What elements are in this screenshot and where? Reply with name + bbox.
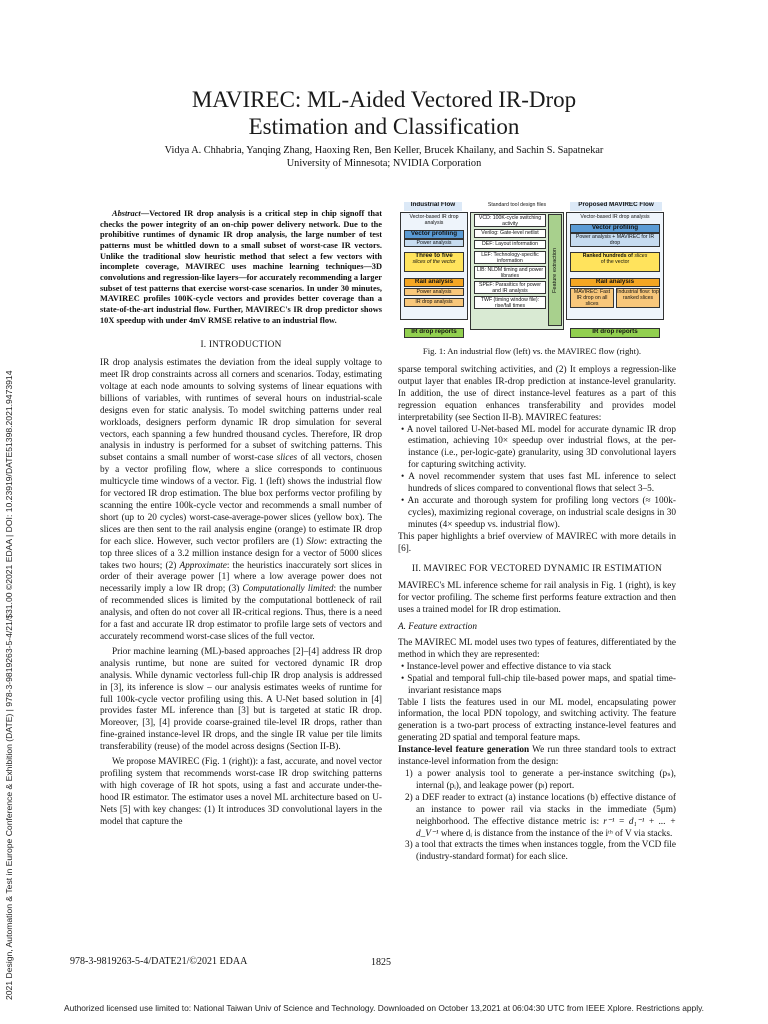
- right-paragraph-1: sparse temporal switching activities, and (2) It employs a regression-like output layer that enables IR-drop prediction at instance-level granularity. In addition, the use of direct instance-level features as a part of this regression equation enhances transferability and provides model interpretability (see Section II-B). MAVIREC features:: [398, 365, 676, 423]
- file-lib: LIB: NLDM timing and power libraries: [474, 266, 546, 279]
- section-2-paragraph: MAVIREC's ML inference scheme for rail analysis in Fig. 1 (right), is key for vector profiling. The scheme first performs feature extraction and then uses a trained model for IR drop estimation.: [398, 581, 676, 616]
- figure-1-caption: Fig. 1: An industrial flow (left) vs. the MAVIREC flow (right).: [422, 346, 642, 356]
- industrial-slices-box: Three to five slices of the vector: [404, 252, 464, 272]
- industrial-ir-drop-analysis: IR drop analysis: [404, 298, 464, 307]
- mavirec-industrial-flow: Industrial flow: top ranked slices: [616, 288, 660, 308]
- feature-bullet-3: • An accurate and thorough system for profiling long vectors (≈ 100k-cycles), maximizing regional coverage, on industrial scale designs in 30 minutes (4× speedup vs. industrial flow).: [401, 495, 676, 530]
- file-lef: LEF: Technology-specific information: [474, 251, 546, 264]
- file-twf: TWF (timing window file): rise/fall times: [474, 296, 546, 309]
- mavirec-vector-profiling: Vector profiling: [570, 224, 660, 233]
- mavirec-ir-drop-reports: IR drop reports: [570, 328, 660, 338]
- industrial-vector-profiling: Vector profiling: [404, 230, 464, 239]
- industrial-flow-header: Industrial Flow: [404, 202, 462, 211]
- figure-1: [398, 202, 666, 342]
- affiliation: University of Minnesota; NVIDIA Corporation: [286, 158, 482, 169]
- authors: Vidya A. Chhabria, Yanqing Zhang, Haoxing Ren, Ben Keller, Brucek Khailany, and Sachin S. Sapatnekar: [164, 145, 604, 156]
- file-def: DEF: Layout information: [474, 240, 546, 249]
- mavirec-flow-header: Proposed MAVIREC Flow: [570, 202, 662, 211]
- feature-bullet-1: • A novel tailored U-Net-based ML model for accurate dynamic IR drop estimation, achieving 10× speedup over industrial flows, at the per-instance (i.e., per-logic-gate) granularity, using 3D convolutional layers for capturing switching activity.: [401, 424, 676, 471]
- mavirec-fast-ir: MAVIREC: Fast IR drop on all slices: [570, 288, 614, 308]
- intro-paragraph-2: Prior machine learning (ML)-based approaches [2]–[4] address IR drop analysis runtime, but none are suited for vectored dynamic IR drop analysis. While dynamic vectorless full-chip IR drop analysis is addressed in [3], its inference is slow – our analysis estimates weeks of runtime for full 100k-cycle vector profiling using this. A U-Net based solution in [4] provides faster ML inference than [3] but is targeted at static IR drop. Moreover, [3], [4] provide coarse-grained tile-level IR drops, rather than fine-grained instance-level IR drops, and the single IR value per tile limits transferability (reuse) of the model across designs (Section II-B).: [100, 646, 382, 753]
- enum-item-3: 3) a tool that extracts the times when instances toggle, from the VCD file (industry-standard format) for each slice.: [405, 840, 676, 863]
- mavirec-power-analysis: Power analysis + MAVIREC for IR drop: [570, 233, 660, 247]
- enum-item-1: 1) a power analysis tool to generate a per-instance switching (pₛ), internal (pᵢ), and leakage power (pₗ) report.: [405, 769, 676, 791]
- abstract: Abstract—Vectored IR drop analysis is a critical step in chip signoff that checks the power integrity of an on-chip power delivery network. Due to the prohibitive runtimes of dynamic IR drop analysis, the large number of test patterns must be whittled down to a small subset of worst-case IR vectors. Unlike the traditional slow heuristic method that select a few vectors with incomplete coverage, MAVIREC uses machine learning techniques—3D convolutions and regression-like layers—for accurately recommending a larger subset of test patterns that exercise worst-case scenarios. In under 30 minutes, MAVIREC profiles 100K-cycle vectors and provides better coverage than a state-of-the-art industrial flow. Further, MAVIREC's IR drop predictor shows 10X speedup with under 4mV RMSE relative to an industrial flow.: [100, 209, 382, 325]
- feature-type-bullet-2: • Spatial and temporal full-chip tile-based power maps, and spatial time-invariant resistance maps: [401, 673, 676, 696]
- feature-type-bullet-1: • Instance-level power and effective distance to via stack: [401, 661, 612, 672]
- mavirec-vector-ir: Vector-based IR drop analysis: [580, 214, 650, 220]
- mavirec-rail-analysis: Rail analysis: [570, 278, 660, 287]
- industrial-power-analysis-2: Power analysis: [404, 288, 464, 296]
- subsection-a-paragraph-2: Table I lists the features used in our ML model, encapsulating power information, the local PDN topology, and switching activity. The feature generation is a two-part process of extracting instance-level features and generating 2D spatial and temporal feature maps.: [398, 697, 676, 744]
- right-paragraph-2: This paper highlights a brief overview of MAVIREC with more details in [6].: [398, 531, 676, 554]
- instance-level-feature-paragraph: Instance-level feature generation We run three standard tools to extract instance-level information from the design:: [398, 745, 676, 768]
- title-line-2: Estimation and Classification: [248, 114, 520, 139]
- subsection-a-paragraph-1: The MAVIREC ML model uses two types of features, differentiated by the method in which they are represented:: [398, 638, 676, 660]
- footer-page-number: 1825: [371, 957, 391, 968]
- file-verilog: Verilog: Gate-level netlist: [474, 229, 546, 238]
- feature-extraction-box: Feature extraction: [548, 214, 562, 326]
- enum-item-2: 2) a DEF reader to extract (a) instance locations (b) effective distance of an instance to power rail via stacks in the immediate (5μm) neighborhood. The effective distance metric is: r⁻¹ = d₁⁻¹ + ... + d_V⁻¹ where dᵢ is distance from the instance of the iᵗʰ of V via stacks.: [405, 792, 677, 839]
- file-vcd: VCD: 100K-cycle switching activity: [474, 214, 546, 227]
- left-column: [100, 209, 382, 828]
- section-2-heading: II. MAVIREC FOR VECTORED DYNAMIC IR ESTIMATION: [411, 563, 663, 574]
- side-strip-doi: 2021 Design, Automation & Test in Europe Conference & Exhibition (DATE) | 978-3-9819263-5-4/21/$31.00 ©2021 EDAA | DOI: 10.23919/DATE51398.2021.9473914: [4, 370, 14, 1000]
- section-1-heading: I. INTRODUCTION: [200, 340, 282, 351]
- industrial-vector-ir: Vector-based IR drop analysis: [409, 214, 459, 226]
- intro-paragraph-1: IR drop analysis estimates the deviation from the ideal supply voltage to meet IR drop constraints across all corners and scenarios. Today, estimating voltage at each node amounts to solving systems of linear equations with billions of variables, with runtimes of several hours on industrial-scale designs even for static analysis. To model switching patterns under real workloads, designers perform dynamic IR drop simulation for several vectors, each spanning a few hundred thousand cycles. Therefore, IR drop analysis in industry is performed for a subset of switching patterns. This subset contains a small number of worst-case slices of all vectors, chosen by a vector profiling flow, where a slice corresponds to continuous multicycle time windows of a vector. Fig. 1 (left) shows the industrial flow for vectored IR drop estimation. The blue box performs vector profiling by scanning the entire 100k-cycle vector and recommends a small number of short (up to 20 cycles) worst-case-average-power slices (yellow box). The slices are then sent to the rail analysis engine (orange) to estimate IR drop for each slice. However, such vector profilers are (1) Slow: extracting the top three slices of a 3.2 million instance design for a vector of 5000 slices takes two hours; (2) Approximate: the heuristics inaccurately sort slices in order of their average power [1] where a low average power does not necessarily imply a low IR drop; (3) Computationally limited: the number of recommended slices is limited by the computational bottleneck of rail analysis, and often do not cover all IR-critical regions. Thus, there is a need for a fast and accurate IR drop estimator to profile large sets of vectors and accurately recommend worst-case slices of the full vector.: [100, 358, 383, 642]
- subsection-a-heading: A. Feature extraction: [398, 622, 478, 633]
- file-spef: SPEF: Parasitics for power and IR analysis: [474, 281, 546, 294]
- mavirec-ranked-slices: Ranked hundreds of slices of the vector: [570, 252, 660, 272]
- industrial-power-analysis: Power analysis: [404, 239, 464, 247]
- industrial-ir-drop-reports: IR drop reports: [404, 328, 464, 338]
- right-column: [398, 365, 676, 864]
- intro-paragraph-3: We propose MAVIREC (Fig. 1 (right)): a fast, accurate, and novel vector profiling system that recommends worst-case IR drop switching patterns with high coverage of IR hot spots, using a fast and accurate under-the-hood IR estimator. The estimator uses a novel ML architecture based on U-Nets [5] with key changes: (1) It introduces 3D convolutional layers in the model that capture the: [100, 757, 382, 827]
- license-notice: Authorized licensed use limited to: National Taiwan Univ of Science and Technology. Downloaded on October 13,2021 at 06:04:30 UTC from IEEE Xplore. Restrictions apply.: [64, 1003, 704, 1013]
- footer-isbn: 978-3-9819263-5-4/DATE21/©2021 EDAA: [70, 956, 248, 967]
- title-line-1: MAVIREC: ML-Aided Vectored IR-Drop: [191, 87, 577, 112]
- design-files-header: Standard tool design files: [487, 202, 547, 208]
- industrial-rail-analysis: Rail analysis: [404, 278, 464, 287]
- feature-bullet-2: • A novel recommender system that uses fast ML inference to select hundreds of slices compared to conventional flows that select 3–5.: [401, 472, 676, 495]
